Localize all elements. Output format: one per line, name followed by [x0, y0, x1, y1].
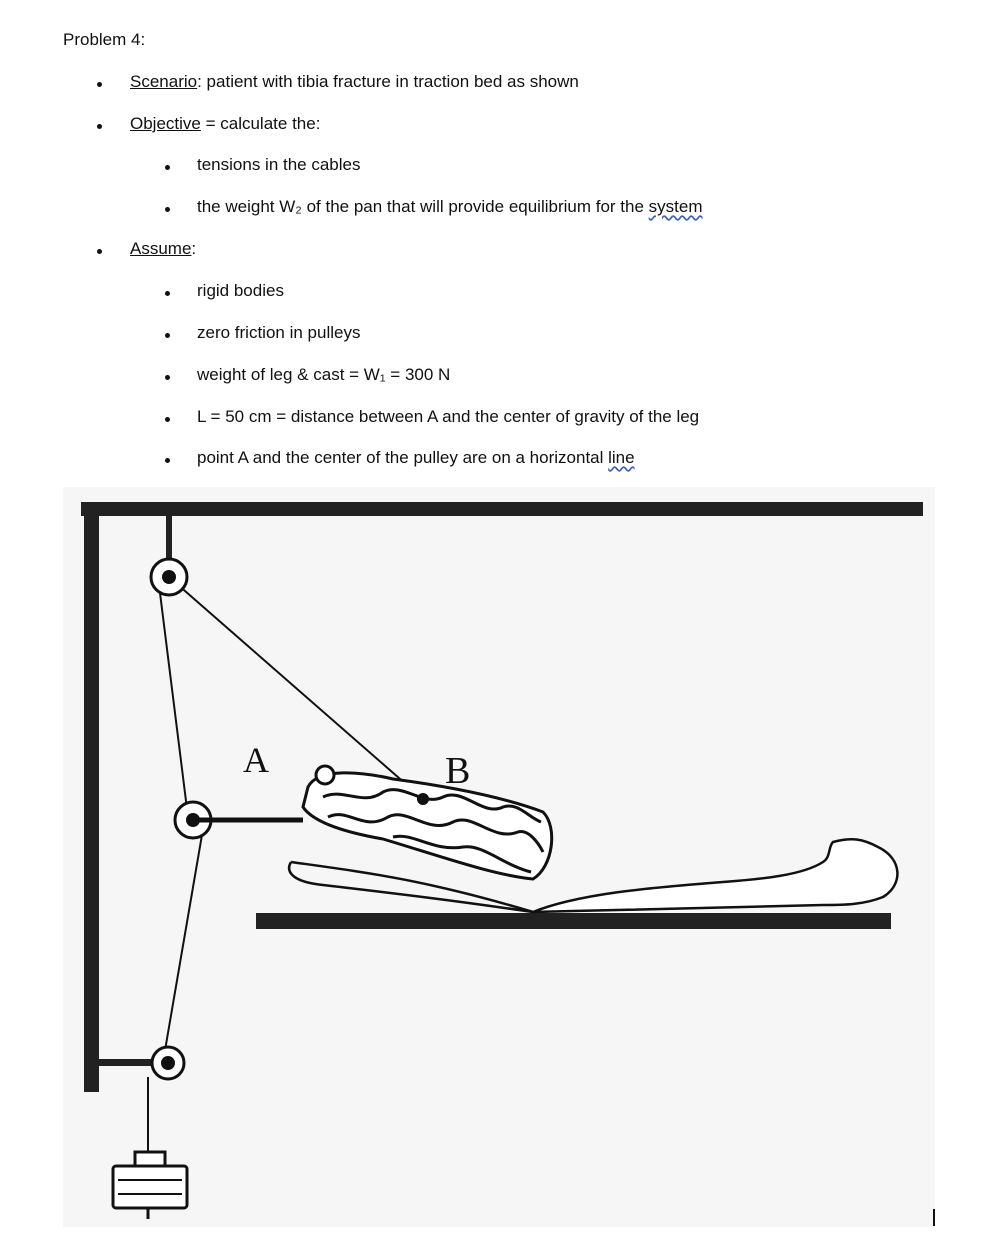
assume-label: Assume — [130, 239, 192, 258]
bullet-dot — [165, 291, 170, 296]
point-b-marker — [417, 793, 429, 805]
bullet-dot — [165, 165, 170, 170]
traction-diagram — [63, 487, 935, 1227]
cast-foot — [316, 766, 334, 784]
top-pulley-hub — [162, 570, 176, 584]
assume-item — [197, 448, 635, 468]
problem-title: Problem 4: — [63, 30, 146, 49]
bed — [256, 913, 891, 929]
bullet-dot — [97, 82, 102, 87]
label-b: B — [445, 750, 471, 792]
weight-top — [135, 1152, 165, 1166]
label-a: A — [243, 740, 269, 780]
assume-item: rigid bodies — [197, 281, 284, 300]
cable-to-b — [169, 577, 423, 799]
assume-item-text: point A and the center of the pulley are on a horizontal — [197, 448, 609, 467]
scenario-label: Scenario — [130, 72, 198, 91]
bullet-dot — [165, 333, 170, 338]
cable-middle-to-bottom — [163, 829, 203, 1062]
objective-item — [197, 197, 703, 217]
bullet-dot — [97, 124, 102, 129]
weight-pan — [113, 1166, 187, 1208]
objective-item-text: the weight W₂ of the pan that will provide equilibrium for the — [197, 197, 649, 216]
bullet-dot — [165, 207, 170, 212]
bullet-dot — [165, 458, 170, 463]
scenario-bullet — [130, 72, 579, 92]
top-beam — [81, 502, 923, 516]
bullet-dot — [165, 417, 170, 422]
bullet-dot — [97, 249, 102, 254]
objective-text: = calculate the: — [200, 114, 321, 133]
text-cursor — [933, 1209, 935, 1226]
objective-item: tensions in the cables — [197, 155, 361, 174]
spellcheck-word: line — [608, 448, 635, 467]
scenario-text: : patient with tibia fracture in traction bed as shown — [197, 72, 579, 91]
objective-label: Objective — [130, 114, 201, 133]
spellcheck-word: system — [648, 197, 703, 216]
assume-item: L = 50 cm = distance between A and the center of gravity of the leg — [197, 407, 700, 426]
assume-item: weight of leg & cast = W₁ = 300 N — [197, 365, 451, 384]
bullet-dot — [165, 375, 170, 380]
cable-top-to-middle — [159, 585, 188, 817]
assume-item: zero friction in pulleys — [197, 323, 361, 342]
assume-text: : — [191, 239, 197, 258]
vertical-post — [84, 502, 99, 1092]
bottom-pulley-hub — [161, 1056, 175, 1070]
patient-body — [533, 839, 897, 912]
assume-bullet — [130, 239, 196, 259]
objective-bullet — [130, 114, 320, 134]
leg-cast — [303, 773, 552, 879]
